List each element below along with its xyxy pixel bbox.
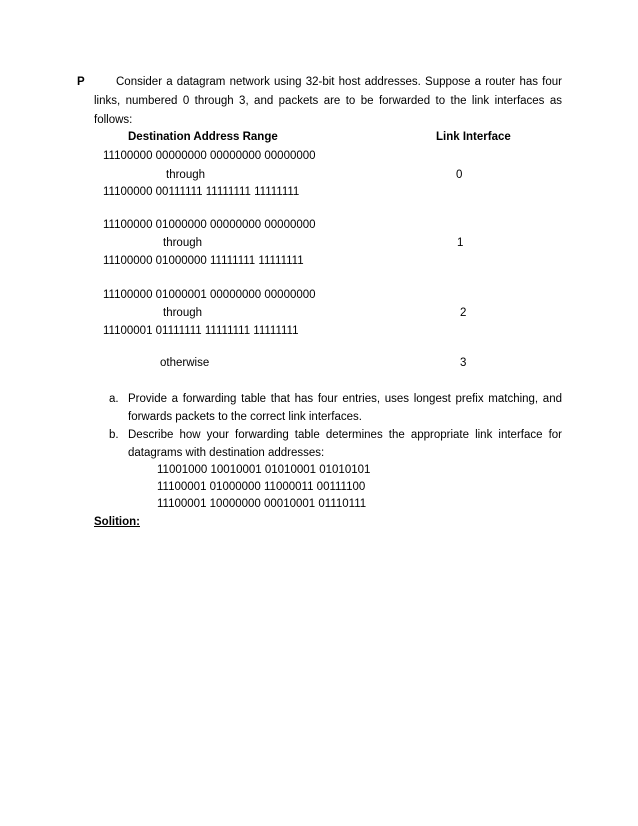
range-2-through: through [163, 307, 203, 319]
problem-intro-line-3: follows: [94, 114, 133, 126]
question-a-marker: a. [109, 393, 119, 405]
question-a-line-1: Provide a forwarding table that has four entries, uses longest prefix matching, and [128, 393, 562, 405]
problem-label: P [77, 76, 85, 88]
range-1-to: 11100000 01000000 11111111 11111111 [103, 255, 304, 267]
range-2-to: 11100001 01111111 11111111 11111111 [103, 325, 299, 337]
question-a-line-2: forwards packets to the correct link interfaces. [128, 411, 362, 423]
question-b-marker: b. [109, 429, 119, 441]
header-link-interface: Link Interface [436, 131, 511, 143]
range-otherwise-link: 3 [460, 357, 467, 369]
problem-intro-line-1: Consider a datagram network using 32-bit host addresses. Suppose a router has four [116, 76, 562, 88]
range-1-link: 1 [457, 237, 464, 249]
range-0-through: through [166, 169, 206, 181]
destination-address-2: 11100001 01000000 11000011 00111100 [157, 481, 366, 493]
range-2-from: 11100000 01000001 00000000 00000000 [103, 289, 316, 301]
problem-intro-line-2: links, numbered 0 through 3, and packets are to be forwarded to the link interfaces as [94, 95, 562, 107]
solution-heading: Solition: [94, 516, 140, 528]
destination-address-1: 11001000 10010001 01010001 01010101 [157, 464, 371, 476]
range-1-through: through [163, 237, 203, 249]
header-destination-range: Destination Address Range [128, 131, 278, 143]
range-0-to: 11100000 00111111 11111111 11111111 [103, 186, 300, 198]
range-0-link: 0 [456, 169, 463, 181]
destination-address-3: 11100001 10000000 00010001 01110111 [157, 498, 367, 510]
range-0-from: 11100000 00000000 00000000 00000000 [103, 150, 316, 162]
range-1-from: 11100000 01000000 00000000 00000000 [103, 219, 316, 231]
range-otherwise: otherwise [160, 357, 210, 369]
question-b-line-2: datagrams with destination addresses: [128, 447, 325, 459]
range-2-link: 2 [460, 307, 467, 319]
question-b-line-1: Describe how your forwarding table determines the appropriate link interface for [128, 429, 562, 441]
